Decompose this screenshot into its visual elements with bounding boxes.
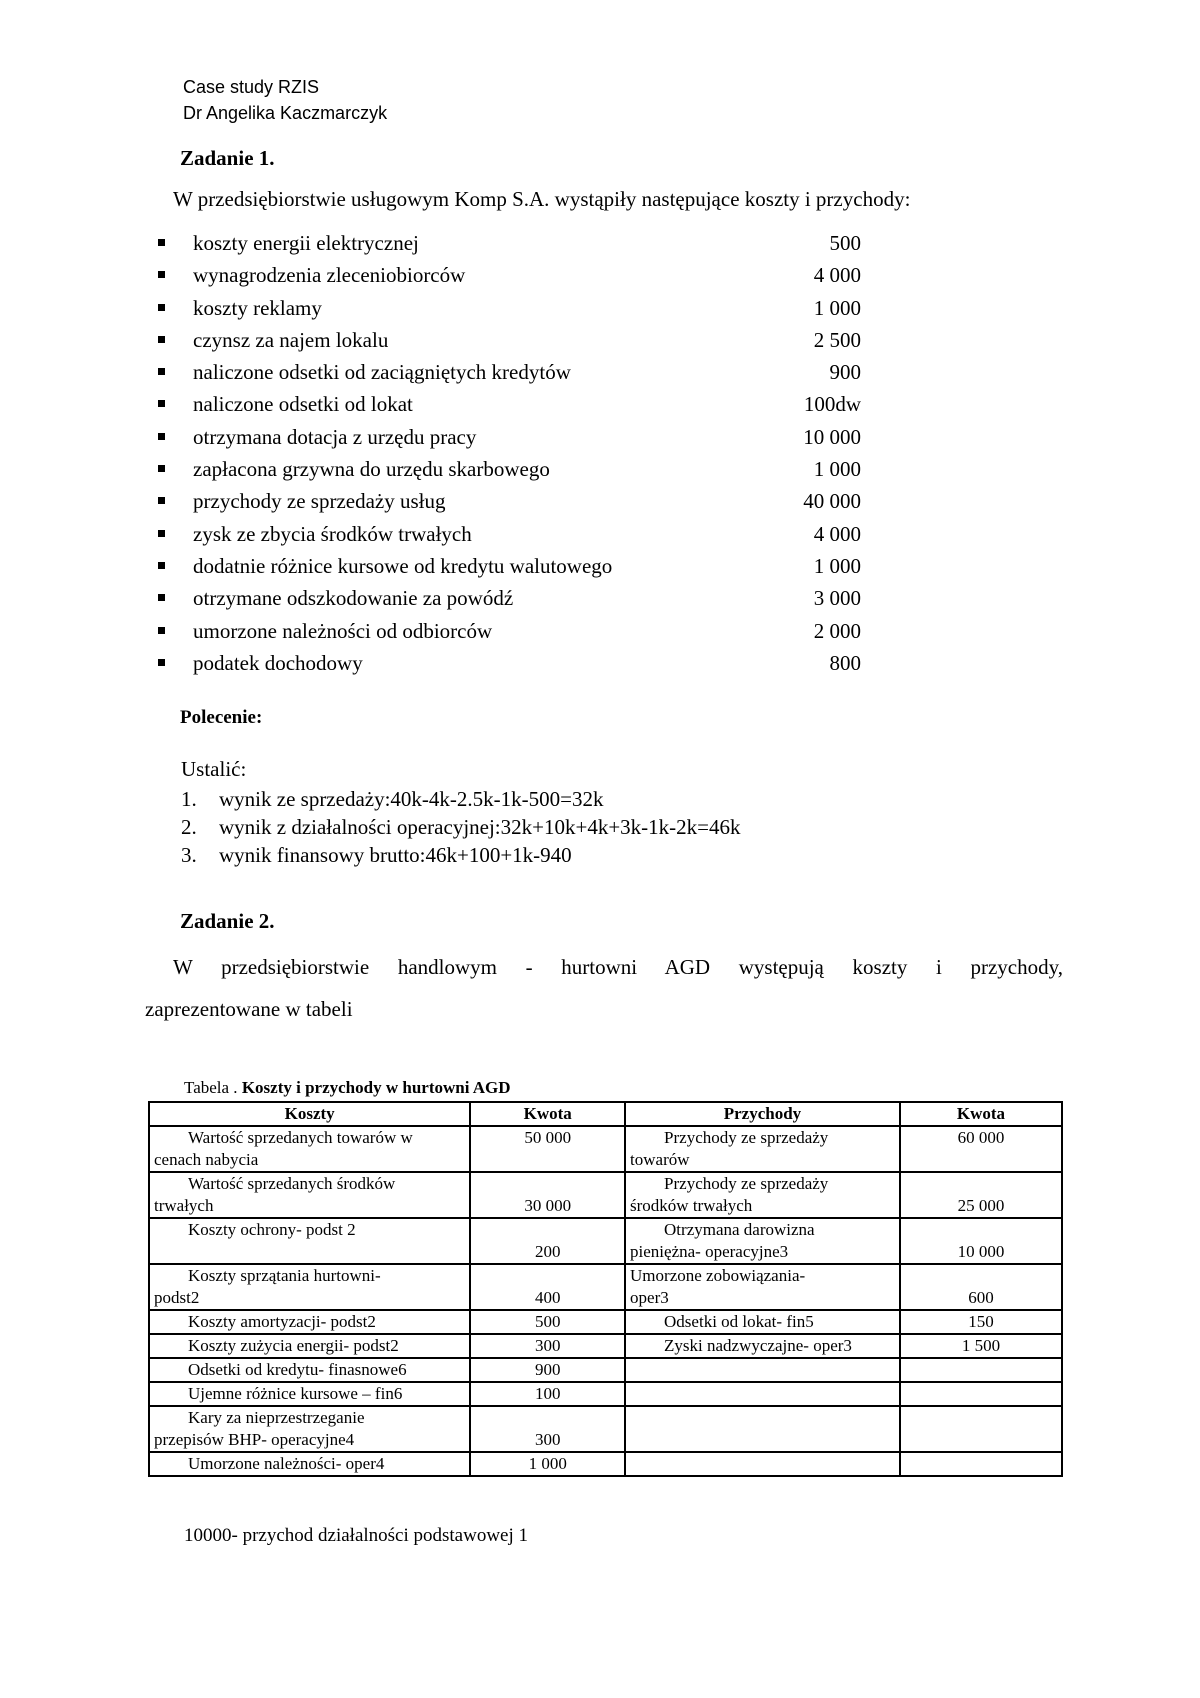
- cost-amount-cell: [470, 1452, 625, 1476]
- cost-amount-cell: [470, 1310, 625, 1334]
- costs-revenues-table: [148, 1101, 1063, 1477]
- list-item: [155, 356, 875, 388]
- square-bullet-icon: [158, 530, 165, 537]
- cost-name-cell: [149, 1218, 470, 1264]
- square-bullet-icon: [158, 336, 165, 343]
- item-label: koszty reklamy: [193, 295, 322, 320]
- cost-amount: 900: [534, 1360, 561, 1379]
- task1-intro: W przedsiębiorstwie usługowym Komp S.A. wystąpiły następujące koszty i przychody:: [173, 187, 911, 211]
- revenue-amount: 10 000: [957, 1242, 1005, 1261]
- step-number: 3.: [181, 843, 197, 867]
- cost-amount: 500: [534, 1312, 561, 1331]
- step-text: wynik ze sprzedaży:40k-4k-2.5k-1k-500=32k: [219, 787, 604, 811]
- item-amount: 1 000: [813, 457, 861, 482]
- header-title: Case study RZIS: [183, 77, 320, 97]
- square-bullet-icon: [158, 271, 165, 278]
- task2-paragraph-line1: W przedsiębiorstwie handlowym - hurtowni AGD występują koszty i przychody,: [173, 955, 1063, 979]
- task2-title: Zadanie 2.: [180, 909, 275, 933]
- cost-name-cell: [149, 1264, 470, 1310]
- cost-name-line2: przepisów BHP- operacyjne4: [154, 1430, 355, 1449]
- square-bullet-icon: [158, 368, 165, 375]
- cost-name-line1: Wartość sprzedanych towarów w: [188, 1128, 413, 1147]
- cost-amount-cell: [470, 1172, 625, 1218]
- square-bullet-icon: [158, 497, 165, 504]
- revenue-name-line2: pieniężna- operacyjne3: [630, 1242, 789, 1261]
- cost-name-line2: cenach nabycia: [154, 1150, 259, 1169]
- square-bullet-icon: [158, 465, 165, 472]
- revenue-name-cell: [625, 1358, 900, 1382]
- list-item: [155, 615, 875, 647]
- revenue-amount-cell: [900, 1358, 1062, 1382]
- header-revenues: Przychody: [625, 1102, 900, 1126]
- table-row: [149, 1358, 1062, 1382]
- revenue-amount-cell: [900, 1452, 1062, 1476]
- revenue-amount: 60 000: [957, 1128, 1005, 1147]
- item-amount: 500: [829, 231, 861, 255]
- list-item: [155, 582, 875, 614]
- item-amount: 1 000: [813, 295, 861, 320]
- cost-name-line1: Odsetki od kredytu- finasnowe6: [188, 1360, 407, 1379]
- revenue-amount: 25 000: [957, 1196, 1005, 1215]
- header-author: Dr Angelika Kaczmarczyk: [183, 103, 388, 123]
- cost-name-cell: [149, 1382, 470, 1406]
- revenue-name-cell: [625, 1264, 900, 1310]
- cost-name-cell: [149, 1172, 470, 1218]
- revenue-name-line1: Otrzymana darowizna: [664, 1220, 815, 1239]
- square-bullet-icon: [158, 659, 165, 666]
- item-label: dodatnie różnice kursowe od kredytu walutowego: [193, 553, 613, 578]
- revenue-name-line1: Odsetki od lokat- fin5: [664, 1312, 814, 1331]
- revenue-amount-cell: [900, 1126, 1062, 1172]
- revenue-amount-cell: [900, 1406, 1062, 1452]
- cost-name-cell: [149, 1452, 470, 1476]
- cost-name-line1: Koszty sprzątania hurtowni-: [188, 1266, 381, 1285]
- header-costs: Koszty: [149, 1102, 470, 1126]
- item-label: otrzymana dotacja z urzędu pracy: [193, 424, 477, 449]
- cost-name-line1: Koszty amortyzacji- podst2: [188, 1312, 376, 1331]
- revenue-amount-cell: [900, 1310, 1062, 1334]
- cost-amount: 300: [534, 1430, 561, 1449]
- revenue-amount-cell: [900, 1264, 1062, 1310]
- item-label: wynagrodzenia zleceniobiorców: [193, 263, 466, 288]
- table-header-row: [149, 1102, 1062, 1126]
- list-item: [155, 550, 875, 582]
- cost-name-cell: [149, 1358, 470, 1382]
- revenue-name-cell: [625, 1406, 900, 1452]
- table-caption-title: Koszty i przychody w hurtowni AGD: [241, 1078, 511, 1097]
- item-label: koszty energii elektrycznej: [193, 231, 419, 255]
- item-label: przychody ze sprzedaży usług: [193, 489, 446, 514]
- list-item: [155, 453, 875, 485]
- square-bullet-icon: [158, 594, 165, 601]
- cost-amount: 30 000: [524, 1196, 572, 1215]
- cost-amount-cell: [470, 1358, 625, 1382]
- revenue-amount-cell: [900, 1382, 1062, 1406]
- list-item: [155, 227, 875, 259]
- revenue-amount: 150: [968, 1312, 994, 1331]
- step-number: 2.: [181, 815, 197, 839]
- task1-item-list: [155, 227, 875, 679]
- cost-amount-cell: [470, 1334, 625, 1358]
- table-caption-prefix: Tabela .: [184, 1078, 242, 1097]
- cost-name-line1: Umorzone należności- oper4: [188, 1454, 385, 1473]
- header-cost-amount: Kwota: [470, 1102, 625, 1126]
- item-label: zapłacona grzywna do urzędu skarbowego: [193, 457, 550, 482]
- item-amount: 10 000: [803, 424, 861, 449]
- revenue-name-cell: [625, 1452, 900, 1476]
- table-row: [149, 1172, 1062, 1218]
- square-bullet-icon: [158, 239, 165, 246]
- revenue-name-line2: oper3: [630, 1288, 669, 1307]
- revenue-name-cell: [625, 1172, 900, 1218]
- item-label: umorzone należności od odbiorców: [193, 618, 493, 643]
- revenue-name-line2: towarów: [630, 1150, 690, 1169]
- square-bullet-icon: [158, 433, 165, 440]
- cost-amount-cell: [470, 1264, 625, 1310]
- revenue-name-line2: środków trwałych: [630, 1196, 753, 1215]
- revenue-name-cell: [625, 1126, 900, 1172]
- table-row: [149, 1218, 1062, 1264]
- step-item: [181, 841, 881, 869]
- cost-amount-cell: [470, 1406, 625, 1452]
- revenue-name-line1: Przychody ze sprzedaży: [664, 1128, 829, 1147]
- list-item: [155, 485, 875, 517]
- item-amount: 100dw: [803, 392, 861, 417]
- list-item: [155, 518, 875, 550]
- list-item: [155, 647, 875, 679]
- step-text: wynik z działalności operacyjnej:32k+10k+4k+3k-1k-2k=46k: [219, 815, 741, 839]
- cost-amount: 200: [534, 1242, 561, 1261]
- item-amount: 40 000: [803, 489, 861, 514]
- cost-name-line1: Koszty ochrony- podst 2: [188, 1220, 356, 1239]
- item-label: zysk ze zbycia środków trwałych: [193, 521, 472, 546]
- cost-name-cell: [149, 1334, 470, 1358]
- cost-amount-cell: [470, 1126, 625, 1172]
- cost-amount: 100: [534, 1384, 561, 1403]
- square-bullet-icon: [158, 562, 165, 569]
- step-item: [181, 785, 881, 813]
- list-item: [155, 259, 875, 291]
- cost-amount: 400: [534, 1288, 561, 1307]
- table-row: [149, 1452, 1062, 1476]
- item-label: czynsz za najem lokalu: [193, 327, 389, 352]
- cost-name-cell: [149, 1406, 470, 1452]
- cost-name-cell: [149, 1310, 470, 1334]
- task2-paragraph-line2: zaprezentowane w tabeli: [145, 997, 353, 1021]
- table-row: [149, 1382, 1062, 1406]
- revenue-name-line1: Umorzone zobowiązania-: [630, 1266, 806, 1285]
- revenue-amount-cell: [900, 1218, 1062, 1264]
- table-row: [149, 1126, 1062, 1172]
- cost-name-line1: Ujemne różnice kursowe – fin6: [188, 1384, 403, 1403]
- list-item: [155, 388, 875, 420]
- table-row: [149, 1264, 1062, 1310]
- table-caption: [184, 1078, 511, 1098]
- step-item: [181, 813, 881, 841]
- document-header: [183, 74, 387, 126]
- revenue-amount: 1 500: [961, 1336, 1001, 1355]
- cost-amount: 1 000: [528, 1454, 567, 1473]
- square-bullet-icon: [158, 400, 165, 407]
- item-label: naliczone odsetki od zaciągniętych kredytów: [193, 360, 571, 385]
- instruction-label: Polecenie:: [180, 707, 263, 728]
- item-amount: 1 000: [813, 553, 861, 578]
- item-amount: 2 000: [813, 618, 861, 643]
- cost-name-line1: Wartość sprzedanych środków: [188, 1174, 396, 1193]
- item-amount: 3 000: [813, 586, 861, 611]
- list-item: [155, 421, 875, 453]
- cost-name-line2: trwałych: [154, 1196, 214, 1215]
- footer-note: 10000- przychod działalności podstawowej 1: [184, 1525, 529, 1546]
- header-revenue-amount: Kwota: [900, 1102, 1062, 1126]
- item-amount: 800: [829, 650, 861, 675]
- revenue-amount: 600: [968, 1288, 994, 1307]
- item-amount: 900: [829, 360, 861, 385]
- cost-amount-cell: [470, 1218, 625, 1264]
- revenue-name-cell: [625, 1382, 900, 1406]
- revenue-name-cell: [625, 1310, 900, 1334]
- step-number: 1.: [181, 787, 197, 811]
- cost-amount: 50 000: [524, 1128, 572, 1147]
- cost-name-line1: Koszty zużycia energii- podst2: [188, 1336, 399, 1355]
- square-bullet-icon: [158, 627, 165, 634]
- cost-amount-cell: [470, 1382, 625, 1406]
- revenue-amount-cell: [900, 1334, 1062, 1358]
- revenue-name-cell: [625, 1334, 900, 1358]
- step-text: wynik finansowy brutto:46k+100+1k-940: [219, 843, 572, 867]
- item-label: naliczone odsetki od lokat: [193, 392, 413, 417]
- cost-name-line1: Kary za nieprzestrzeganie: [188, 1408, 365, 1427]
- task1-steps: [181, 785, 881, 869]
- table-row: [149, 1310, 1062, 1334]
- table-row: [149, 1406, 1062, 1452]
- revenue-amount-cell: [900, 1172, 1062, 1218]
- item-label: otrzymane odszkodowanie za powódź: [193, 586, 514, 611]
- cost-amount: 300: [534, 1336, 561, 1355]
- cost-name-cell: [149, 1126, 470, 1172]
- task1-title: Zadanie 1.: [180, 146, 275, 170]
- cost-name-line2: podst2: [154, 1288, 200, 1307]
- list-item: [155, 292, 875, 324]
- list-item: [155, 324, 875, 356]
- revenue-name-cell: [625, 1218, 900, 1264]
- revenue-name-line1: Zyski nadzwyczajne- oper3: [664, 1336, 852, 1355]
- revenue-name-line1: Przychody ze sprzedaży: [664, 1174, 829, 1193]
- item-label: podatek dochodowy: [193, 650, 363, 675]
- item-amount: 4 000: [813, 521, 861, 546]
- determine-label: Ustalić:: [181, 757, 247, 781]
- item-amount: 2 500: [813, 327, 861, 352]
- table-row: [149, 1334, 1062, 1358]
- item-amount: 4 000: [813, 263, 861, 288]
- square-bullet-icon: [158, 304, 165, 311]
